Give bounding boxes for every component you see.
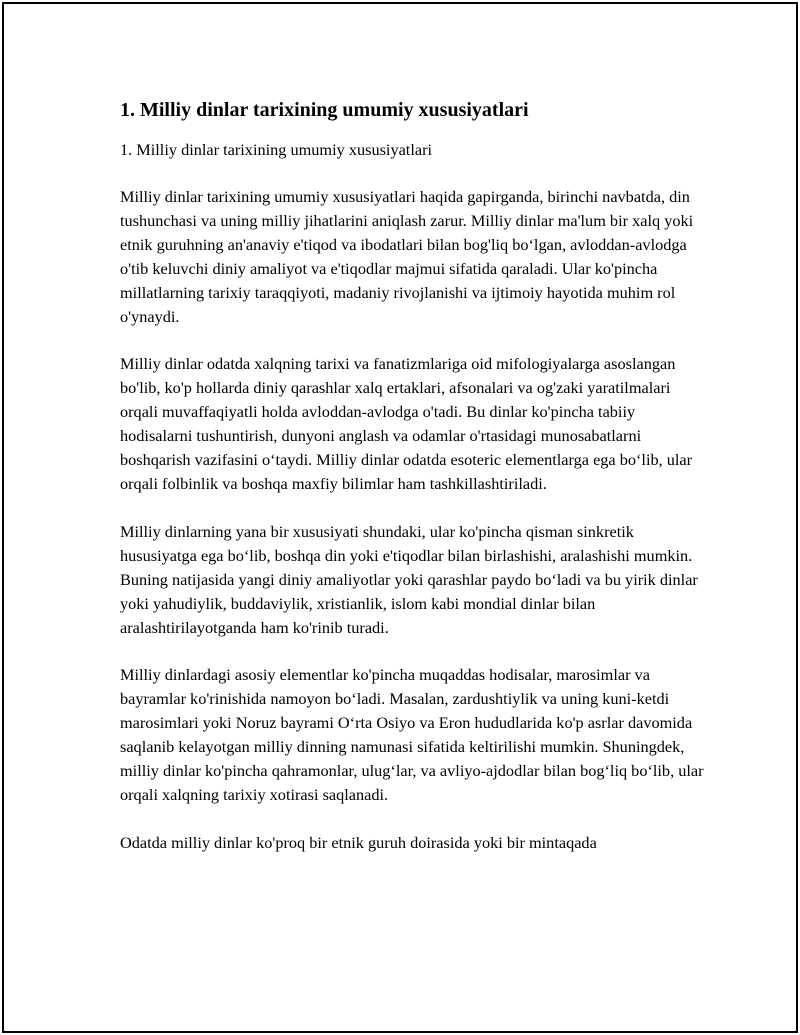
document-heading: 1. Milliy dinlar tarixining umumiy xususiyatlari (120, 99, 529, 121)
paragraph-3: Milliy dinlarning yana bir xususiyati shundaki, ular ko'pincha qisman sinkretik hususiyatga ega bo‘lib, boshqa din yoki e'tiqodlar bilan birlashishi, aralashishi mumkin. Buning natijasida yangi diniy amaliyotlar yoki qarashlar paydo bo‘ladi va bu yirik dinlar yoki yahudiylik, buddaviylik, xristianlik, islom kabi mondial dinlar bilan aralashtirilayotganda ham ko'rinib turadi. (120, 521, 698, 637)
document-page (2, 2, 798, 1033)
document-body (120, 97, 705, 879)
paragraph-2: Milliy dinlar odatda xalqning tarixi va fanatizmlariga oid mifologiyalarga asoslangan bo'lib, ko'p hollarda diniy qarashlar xalq ertaklari, afsonalari va og'zaki yaratilmalari orqali muvaffaqiyatli holda avloddan-avlodga o'tadi. Bu dinlar ko'pincha tabiiy hodisalarni tushuntirish, dunyoni anglash va odamlar o'rtasidagi munosabatlarni boshqarish vazifasini o‘taydi. Milliy dinlar odatda esoteric elementlarga ega bo‘lib, ular orqali folbinlik va boshqa maxfiy bilimlar ham tashkillashtiriladi. (120, 354, 693, 493)
paragraph-5: Odatda milliy dinlar ko'proq bir etnik guruh doirasida yoki bir mintaqada (120, 832, 597, 852)
paragraph-1: Milliy dinlar tarixining umumiy xususiyatlari haqida gapirganda, birinchi navbatda, din tushunchasi va uning milliy jihatlarini aniqlash zarur. Milliy dinlar ma'lum bir xalq yoki etnik guruhning an'anaviy e'tiqod va ibodatlari bilan bog'liq bo‘lgan, avloddan-avlodga o'tib keluvchi diniy amaliyot va e'tiqodlar majmui sifatida qaraladi. Ular ko'pincha millatlarning tarixiy taraqqiyoti, madaniy rivojlanishi va ijtimoiy hayotida muhim rol o'ynaydi. (120, 187, 694, 326)
paragraph-4: Milliy dinlardagi asosiy elementlar ko'pincha muqaddas hodisalar, marosimlar va bayramlar ko'rinishida namoyon bo‘ladi. Masalan, zardushtiylik va uning kuni-ketdi marosimlari yoki Noruz bayrami O‘rta Osiyo va Eron hududlarida ko'p asrlar davomida saqlanib kelayotgan milliy dinning namunasi sifatida keltirilishi mumkin. Shuningdek, milliy dinlar ko'pincha qahramonlar, ulug‘lar, va avliyo-ajdodlar bilan bog‘liq bo‘lib, ular orqali xalqning tarixiy xotirasi saqlanadi. (120, 665, 704, 804)
document-subheading: 1. Milliy dinlar tarixining umumiy xususiyatlari (120, 140, 433, 159)
